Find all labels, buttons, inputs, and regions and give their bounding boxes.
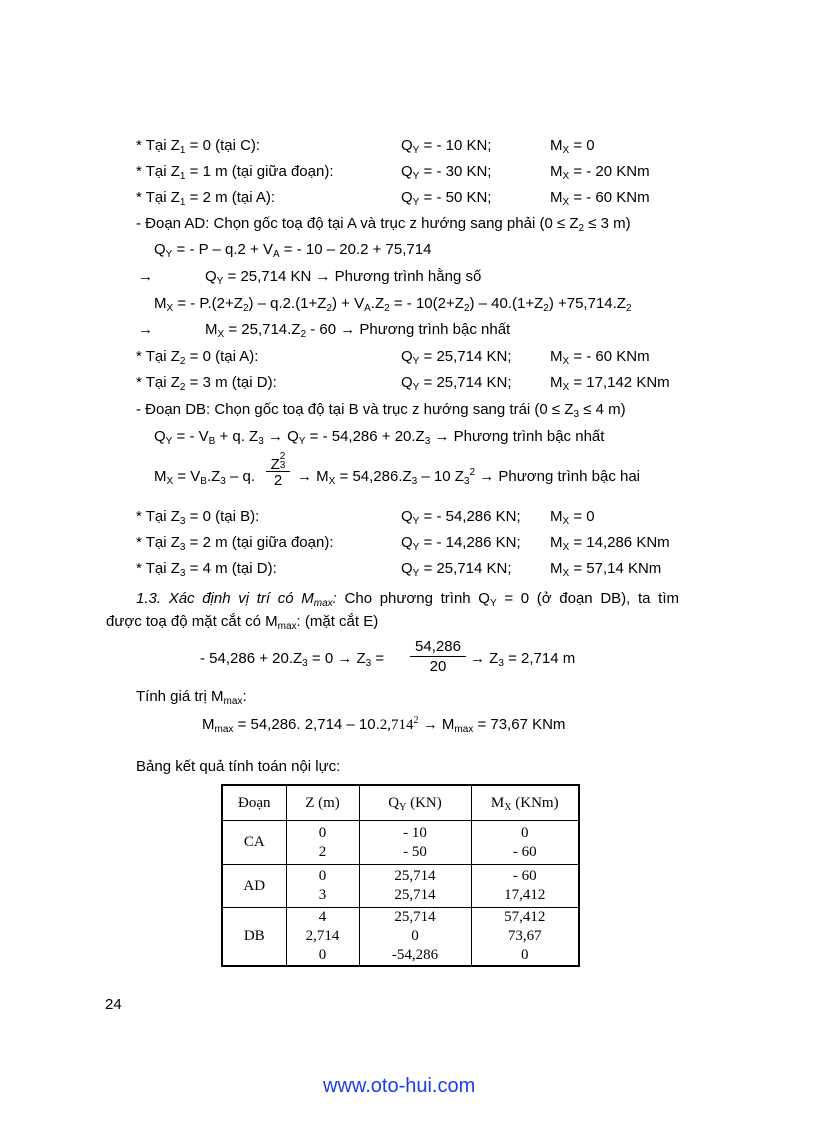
case-z1-1-m: $M_X$ = - 20 KNm (550, 163, 650, 182)
table-row (222, 865, 579, 908)
case-z2-3: * Tại $Z_2 = 3$ m (tại D): (136, 374, 277, 393)
segment-ad-heading: - Đoạn AD: Chọn gốc toạ độ tại A và trục z hướng sang phải ($0 \le Z_2 \le 3$ m) (136, 215, 631, 234)
case-z3-4-q: $Q_Y = 25,714$ KN; (401, 560, 512, 579)
segment-db-m-equation-right: → $M_X = 54,286.Z_3 - 10$ $Z_3^2$ → Phương trình bậc hai (297, 467, 641, 487)
fraction-54286-over-20: $\frac{54,286}{20}$ (410, 638, 466, 676)
case-z2-0: * Tại $Z_2 = 0$ (tại A): (136, 348, 259, 367)
section-1-3-title: 1.3. Xác định vị trí có $M_{max}$: (136, 590, 337, 609)
cell-z: 0 2 (286, 821, 359, 865)
zmax-equation-right: → $Z_3 = 2,714$ m (470, 650, 576, 669)
results-table (221, 784, 580, 967)
case-z1-1: * Tại $Z_1 = 1$ m (tại giữa đoạn): (136, 163, 334, 182)
header-q: $Q_Y$ (KN) (359, 785, 471, 821)
case-z1-2: * Tại $Z_1 = 2$ m (tại A): (136, 189, 276, 208)
segment-ad-m-equation: $M_X$ = - $P.(2+Z_2) - q.2.(1+Z_2) + V_A.Z_2$ = - $10(2+Z_2) - 40.(1+Z_2) +75,714.Z_2$ (154, 295, 632, 314)
table-row (222, 908, 579, 967)
mmax-label: Tính giá trị $M_{max}$: (136, 688, 247, 707)
section-1-3-paragraph-cont: được toạ độ mặt cắt có $M_{max}$: (mặt cắt E) (106, 613, 379, 632)
arrow-icon: → (138, 268, 153, 285)
case-z2-3-m: $M_X = 17,142$ KNm (550, 374, 670, 393)
case-z2-3-q: $Q_Y = 25,714$ KN; (401, 374, 512, 393)
case-z1-2-q: $Q_Y$ = - 50 KN; (401, 189, 492, 208)
table-header-row (222, 785, 579, 821)
table-caption: Bảng kết quả tính toán nội lực: (136, 758, 341, 775)
case-z1-1-q: $Q_Y$ = - 30 KN; (401, 163, 492, 182)
segment-ad-q-equation: $Q_Y$ = - $P - q.2 + V_A$ = - 10 – 20.2 + 75,714 (154, 241, 432, 260)
header-segment: Đoạn (222, 785, 286, 821)
cell-segment: DB (222, 908, 286, 967)
page-number: 24 (105, 996, 122, 1013)
case-z1-2-m: $M_X$ = - 60 KNm (550, 189, 650, 208)
case-z3-2-m: $M_X = 14,286$ KNm (550, 534, 670, 553)
case-z3-4-m: $M_X = 57,14$ KNm (550, 560, 662, 579)
zmax-equation-left: - $54,286 + 20.Z_3 = 0 \to Z_3$ = (200, 650, 385, 669)
arrow-icon: → (138, 321, 153, 338)
header-z: Z (m) (286, 785, 359, 821)
segment-db-m-equation-left: $M_X = V_B.Z_3 - q$. (154, 468, 256, 487)
case-z3-0: * Tại $Z_3 = 0$ (tại B): (136, 508, 260, 527)
case-z3-4: * Tại $Z_3 = 4$ m (tại D): (136, 560, 277, 579)
mmax-equation: $M_{max} = 54,286$. $2,714 - 10.2,714^2 \to M_{max} = 73,67$ KNm (202, 715, 566, 735)
case-z2-0-m: $M_X$ = - 60 KNm (550, 348, 650, 367)
case-z3-2: * Tại $Z_3 = 2$ m (tại giữa đoạn): (136, 534, 334, 553)
case-z1-0: * Tại $Z_1 = 0$ (tại C): (136, 137, 261, 156)
segment-db-q-equation: $Q_Y$ = - $V_B + q$. $Z_3 \to Q_Y$ = - $54,286 + 20.Z_3$ → Phương trình bậc nhất (154, 428, 605, 447)
cell-m: 57,412 73,67 0 (471, 908, 579, 967)
segment-ad-q-result: $Q_Y = 25,714$ KN → Phương trình hằng số (205, 268, 482, 287)
case-z1-0-m: $M_X = 0$ (550, 137, 595, 156)
segment-db-heading: - Đoạn DB: Chọn gốc toạ độ tại B và trục z hướng sang trái ($0 \le Z_3 \le 4$ m) (136, 401, 626, 420)
cell-m: 0 - 60 (471, 821, 579, 865)
header-m: $M_X$ (KNm) (471, 785, 579, 821)
fraction-z3-squared-over-2: Z 2 3 2 (266, 452, 290, 490)
cell-q: 25,714 0 -54,286 (359, 908, 471, 967)
cell-m: - 60 17,412 (471, 865, 579, 908)
segment-ad-m-result: $M_X = 25,714.Z_2 - 60$ → Phương trình bậc nhất (205, 321, 511, 340)
footer-url[interactable]: www.oto-hui.com (323, 1075, 476, 1097)
table-row (222, 821, 579, 865)
cell-z: 4 2,714 0 (286, 908, 359, 967)
cell-q: 25,714 25,714 (359, 865, 471, 908)
cell-q: - 10 - 50 (359, 821, 471, 865)
case-z2-0-q: $Q_Y = 25,714$ KN; (401, 348, 512, 367)
case-z3-0-m: $M_X = 0$ (550, 508, 595, 527)
case-z3-0-q: $Q_Y$ = - 54,286 KN; (401, 508, 521, 527)
section-1-3-paragraph: 1.3. Xác định vị trí có $M_{max}$: Cho phương trình $Q_Y = 0$ (ở đoạn DB), ta tìm (136, 590, 679, 609)
case-z1-0-q: $Q_Y$ = - 10 KN; (401, 137, 492, 156)
cell-z: 0 3 (286, 865, 359, 908)
case-z3-2-q: $Q_Y$ = - 14,286 KN; (401, 534, 521, 553)
cell-segment: CA (222, 821, 286, 865)
cell-segment: AD (222, 865, 286, 908)
